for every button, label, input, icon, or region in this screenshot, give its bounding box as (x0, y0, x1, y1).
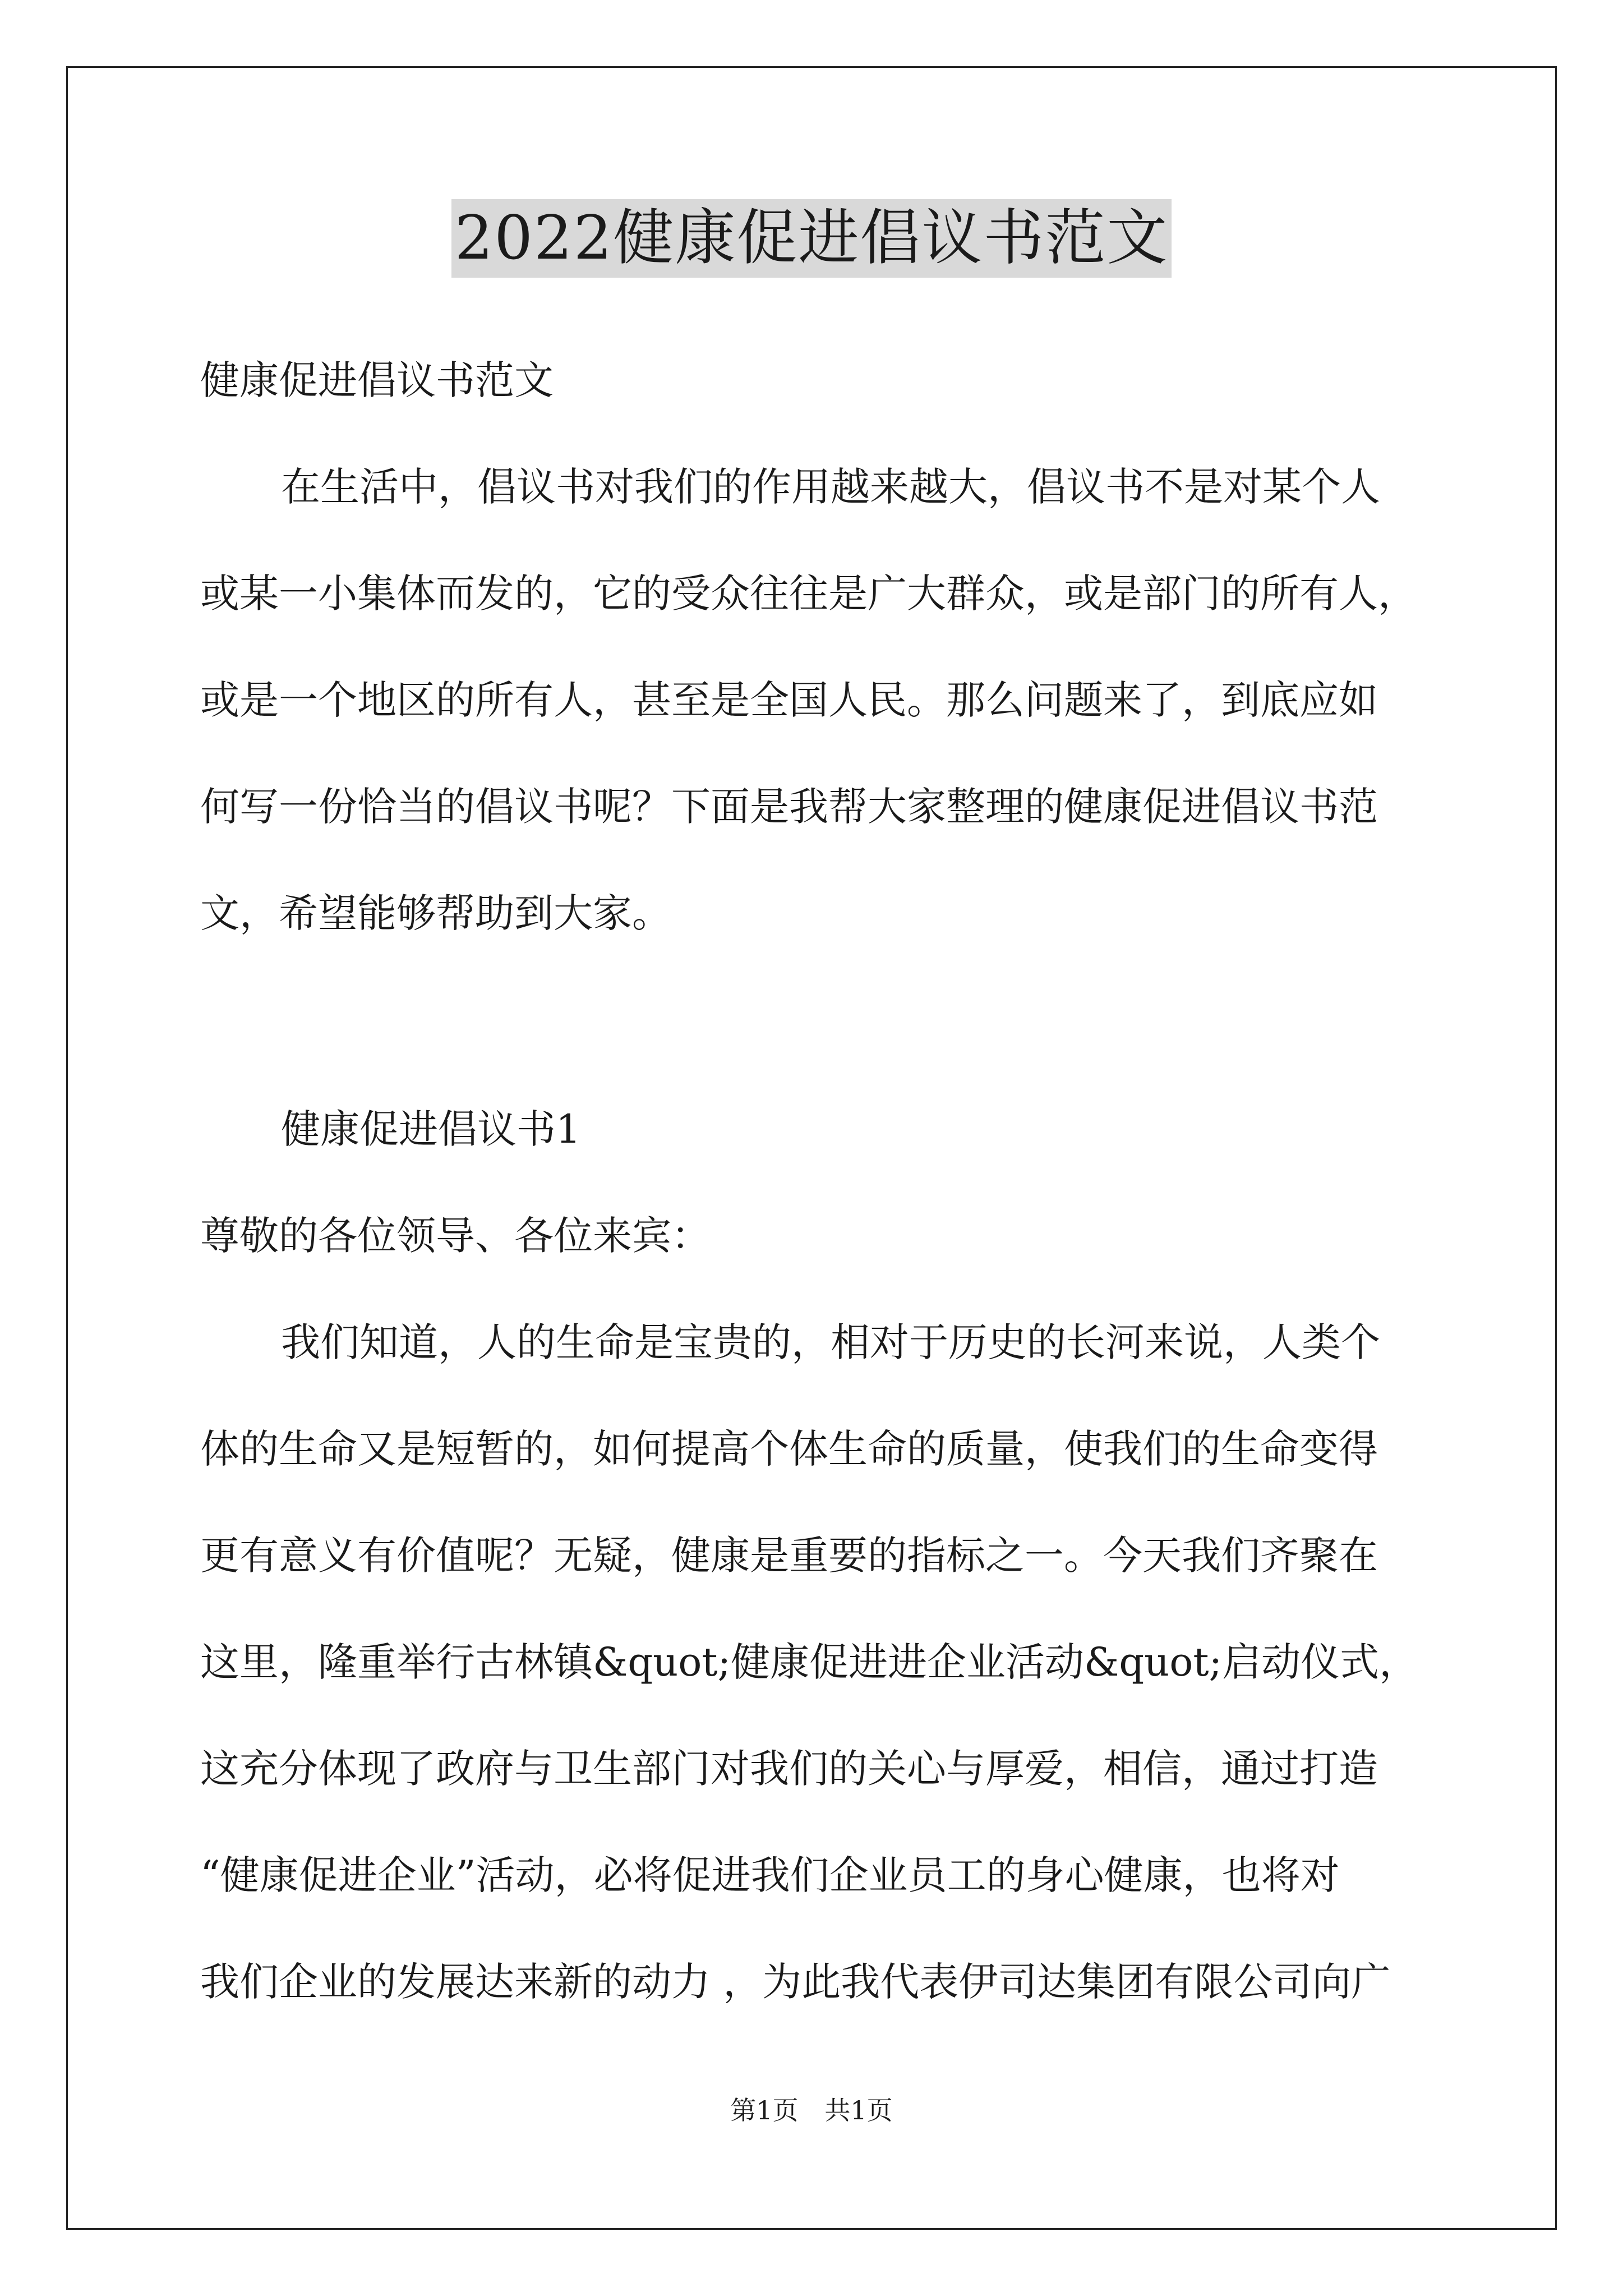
paragraph1-line-3: 或是一个地区的所有人，甚至是全国人民。那么问题来了，到底应如 (200, 677, 1378, 723)
title-container (0, 199, 1623, 278)
salutation: 尊敬的各位领导、各位来宾： (200, 1213, 711, 1259)
paragraph2-line-5: 这充分体现了政府与卫生部门对我们的关心与厚爱，相信，通过打造 (200, 1746, 1378, 1792)
paragraph2-line-3: 更有意义有价值呢？无疑，健康是重要的指标之一。今天我们齐聚在 (200, 1533, 1378, 1579)
paragraph1-line-5: 文，希望能够帮助到大家。 (200, 890, 671, 936)
paragraph2-line-1: 我们知道，人的生命是宝贵的，相对于历史的长河来说，人类个 (281, 1319, 1380, 1365)
page-number-current: 第1页 (730, 2095, 799, 2125)
paragraph1-line-4: 何写一份恰当的倡议书呢？下面是我帮大家整理的健康促进倡议书范 (200, 784, 1378, 830)
paragraph1-line-1: 在生活中，倡议书对我们的作用越来越大，倡议书不是对某个人 (281, 464, 1380, 510)
section-heading: 健康促进倡议书1 (281, 1106, 581, 1152)
page-footer (0, 2093, 1623, 2127)
paragraph2-line-6: “健康促进企业”活动，必将促进我们企业员工的身心健康，也将对 (200, 1852, 1340, 1898)
page-number-total: 共1页 (824, 2095, 893, 2125)
document-title: 2022健康促进倡议书范文 (451, 199, 1172, 278)
subtitle: 健康促进倡议书范文 (200, 357, 554, 403)
paragraph1-line-2: 或某一小集体而发的，它的受众往往是广大群众，或是部门的所有人， (200, 570, 1417, 616)
paragraph2-line-7: 我们企业的发展达来新的动力 ，为此我代表伊司达集团有限公司向广 (200, 1959, 1391, 2005)
paragraph2-line-4: 这里，隆重举行古林镇&quot;健康促进进企业活动&quot;启动仪式， (200, 1639, 1419, 1685)
paragraph2-line-2: 体的生命又是短暂的，如何提高个体生命的质量，使我们的生命变得 (200, 1426, 1378, 1472)
